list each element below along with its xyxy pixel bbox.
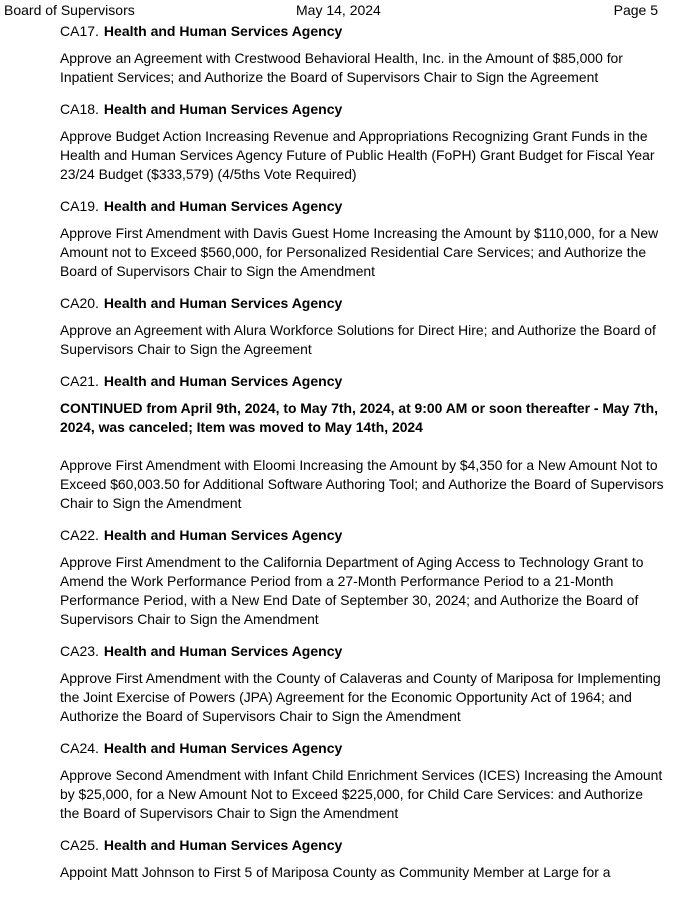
item-heading [60, 195, 664, 217]
item-number: CA20. [60, 295, 99, 311]
item-number: CA17. [60, 23, 99, 39]
agenda-item-ca24 [60, 737, 664, 823]
header-board-name: Board of Supervisors [4, 2, 135, 18]
item-department: Health and Human Services Agency [103, 23, 343, 39]
header-meeting-date: May 14, 2024 [296, 2, 381, 18]
agenda-item-ca17 [60, 20, 664, 87]
item-heading [60, 737, 664, 759]
item-description: Approve an Agreement with Crestwood Behavioral Health, Inc. in the Amount of $85,000 for Inpatient Services; and Authorize the Board of Supervisors Chair to Sign the Agreement [60, 50, 623, 85]
item-description: Appoint Matt Johnson to First 5 of Mariposa County as Community Member at Large for a [60, 864, 611, 880]
item-heading [60, 98, 664, 120]
item-number: CA23. [60, 643, 99, 659]
agenda-item-ca19 [60, 195, 664, 281]
item-heading [60, 834, 664, 856]
item-heading [60, 20, 664, 42]
item-department: Health and Human Services Agency [103, 198, 343, 214]
item-heading [60, 640, 664, 662]
item-number: CA22. [60, 527, 99, 543]
item-description: Approve First Amendment with the County of Calaveras and County of Mariposa for Implementing the Joint Exercise of Powers (JPA) Agreement for the Economic Opportunity Act of 1964; and Authorize the Board of Supervisors Chair to Sign the Amendment [60, 670, 661, 724]
item-description: Approve Budget Action Increasing Revenue and Appropriations Recognizing Grant Funds in the Health and Human Services Agency Future of Public Health (FoPH) Grant Budget for Fiscal Year 23/24 Budget ($333,579) (4/5ths Vote Required) [60, 128, 655, 182]
agenda-item-ca25 [60, 834, 664, 882]
item-number: CA21. [60, 373, 99, 389]
item-department: Health and Human Services Agency [103, 643, 343, 659]
item-number: CA19. [60, 198, 99, 214]
item-description: Approve First Amendment with Davis Guest Home Increasing the Amount by $110,000, for a New Amount not to Exceed $560,000, for Personalized Residential Care Services; and Authorize the Board of Supervisors Chair to Sign the Amendment [60, 225, 659, 279]
page-header [0, 0, 680, 20]
item-department: Health and Human Services Agency [103, 295, 343, 311]
continued-note: CONTINUED from April 9th, 2024, to May 7th, 2024, at 9:00 AM or soon thereafter - May 7th, 2024, was canceled; Item was moved to May 14th, 2024 [60, 400, 658, 435]
item-description: Approve First Amendment to the California Department of Aging Access to Technology Grant to Amend the Work Performance Period from a 27-Month Performance Period to a 21-Month Performance Period, with a New End Date of September 30, 2024; and Authorize the Board of Supervisors Chair to Sign the Amendment [60, 554, 644, 627]
agenda-content [60, 20, 664, 893]
item-heading [60, 292, 664, 314]
item-number: CA25. [60, 837, 99, 853]
item-department: Health and Human Services Agency [103, 837, 343, 853]
item-number: CA24. [60, 740, 99, 756]
item-department: Health and Human Services Agency [103, 527, 343, 543]
agenda-item-ca22 [60, 524, 664, 629]
item-department: Health and Human Services Agency [103, 373, 343, 389]
item-department: Health and Human Services Agency [103, 740, 343, 756]
item-number: CA18. [60, 101, 99, 117]
header-page-number: Page 5 [613, 2, 658, 18]
item-heading [60, 524, 664, 546]
item-description: Approve Second Amendment with Infant Child Enrichment Services (ICES) Increasing the Amount by $25,000, for a New Amount Not to Exceed $225,000, for Child Care Services: and Authorize the Board of Supervisors Chair to Sign the Amendment [60, 767, 663, 821]
item-department: Health and Human Services Agency [103, 101, 343, 117]
item-description: Approve an Agreement with Alura Workforce Solutions for Direct Hire; and Authorize the Board of Supervisors Chair to Sign the Agreement [60, 322, 656, 357]
item-heading [60, 370, 664, 392]
agenda-item-ca23 [60, 640, 664, 726]
agenda-item-ca21 [60, 370, 664, 513]
agenda-item-ca18 [60, 98, 664, 184]
agenda-item-ca20 [60, 292, 664, 359]
item-description: Approve First Amendment with Eloomi Increasing the Amount by $4,350 for a New Amount Not to Exceed $60,003.50 for Additional Software Authoring Tool; and Authorize the Board of Supervisors Chair to Sign the Amendment [60, 457, 664, 511]
